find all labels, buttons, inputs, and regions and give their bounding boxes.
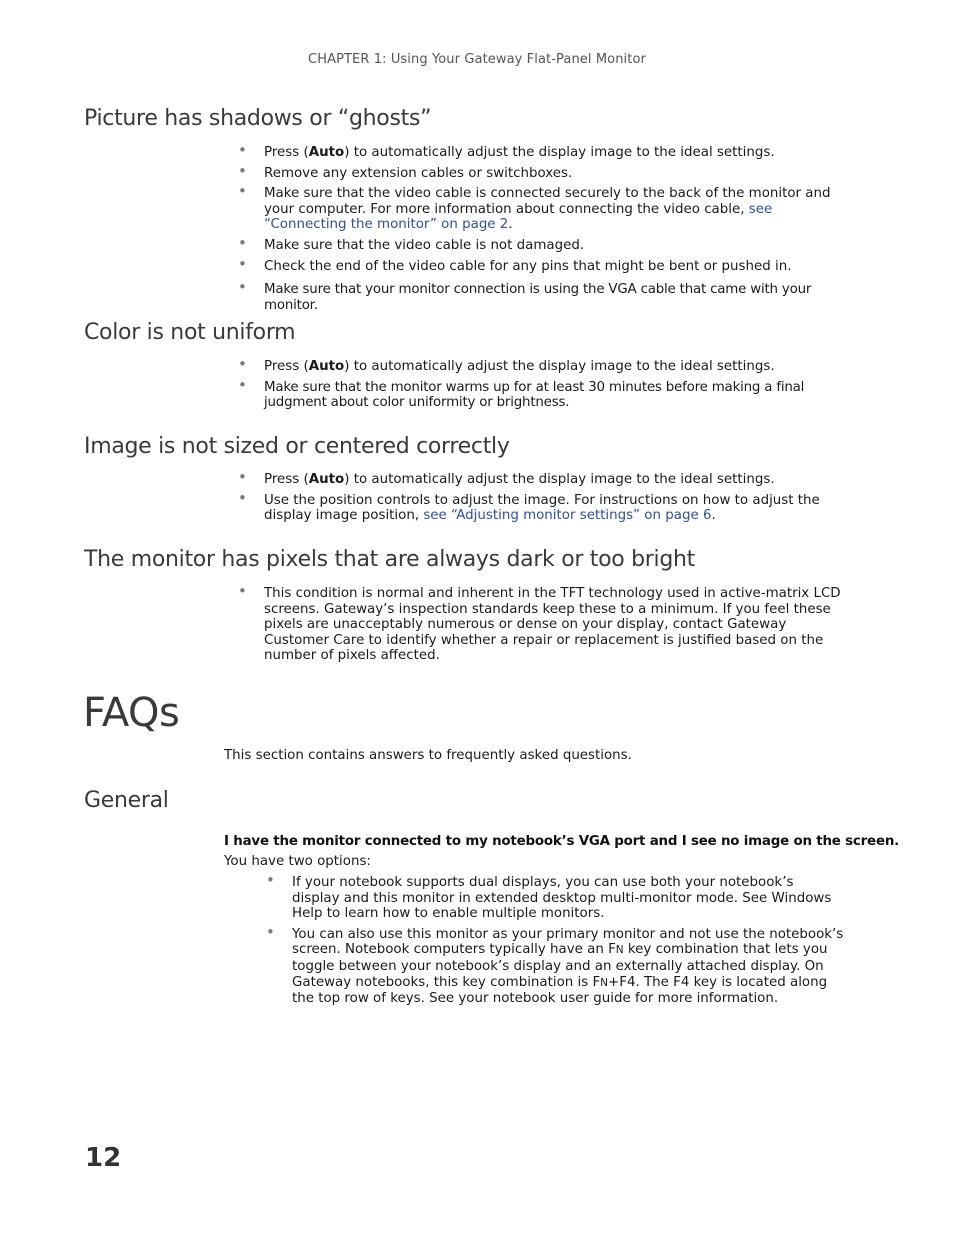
faq-answer-intro: You have two options: [224, 854, 371, 869]
bullet-list-options [266, 871, 844, 1012]
auto-key: Auto [308, 145, 345, 160]
list-item: • Use the position controls to adjust the image. For instructions on how to adjust the display image position, see “Adjusting monitor settings” on page 6. [238, 488, 820, 524]
list-item: • Press (Auto) to automatically adjust the display image to the ideal settings. [238, 468, 775, 487]
bullet-list-color [238, 355, 844, 416]
auto-key: Auto [308, 359, 345, 374]
bullet-icon: • [238, 375, 247, 394]
list-item: • You can also use this monitor as your primary monitor and not use the notebook’s screen. Notebook computers typically have an FN key combination that lets you toggle between your notebook’s display and an externally attached display. On Gateway notebooks, this key combination is FN+F4. The F4 key is located along the top row of keys. See your notebook user guide for more information. [266, 922, 844, 1007]
auto-key: Auto [308, 472, 345, 487]
bullet-icon: • [238, 141, 247, 159]
bullet-icon: • [238, 582, 247, 600]
section-title-sized: Image is not sized or centered correctly [84, 434, 510, 459]
bullet-icon: • [238, 355, 247, 373]
list-item: • Make sure that your monitor connection is using the VGA cable that came with your monitor. [238, 278, 812, 313]
list-item: • Press (Auto) to automatically adjust the display image to the ideal settings. [238, 141, 775, 160]
bullet-list-sized [238, 468, 844, 529]
list-item: • Press (Auto) to automatically adjust the display image to the ideal settings. [238, 355, 775, 374]
bullet-list-pixels [238, 582, 844, 669]
section-title-general: General [84, 788, 169, 813]
bullet-icon: • [238, 182, 247, 201]
faq-question: I have the monitor connected to my notebook’s VGA port and I see no image on the screen. [224, 834, 900, 849]
list-item: • Make sure that the video cable is not damaged. [238, 233, 585, 253]
bullet-icon: • [238, 468, 247, 486]
page-number: 12 [85, 1143, 122, 1173]
list-item: • This condition is normal and inherent in the TFT technology used in active-matrix LCD screens. Gateway’s inspection standards keep these to a minimum. If you feel these pixels are unacceptably numerous or dense on your display, contact Gateway Customer Care to identify whether a repair or replacement is justified based on the number of pixels affected. [238, 582, 841, 664]
faqs-title: FAQs [83, 690, 180, 736]
list-item: • Check the end of the video cable for any pins that might be bent or pushed in. [238, 254, 792, 274]
bullet-icon: • [238, 254, 247, 273]
list-item: • Remove any extension cables or switchboxes. [238, 161, 573, 181]
list-item: • If your notebook supports dual displays, you can use both your notebook’s display and this monitor in extended desktop multi-monitor mode. See Windows Help to learn how to enable multiple monitors. [266, 871, 832, 922]
link-adjusting-settings[interactable]: see “Adjusting monitor settings” on page 6 [423, 508, 712, 524]
bullet-icon: • [238, 488, 247, 507]
bullet-icon: • [266, 922, 275, 941]
section-title-ghosts: Picture has shadows or “ghosts” [84, 106, 432, 131]
section-title-pixels: The monitor has pixels that are always dark or too bright [84, 547, 695, 572]
list-item: • Make sure that the monitor warms up for at least 30 minutes before making a final judgment about color uniformity or brightness. [238, 375, 805, 411]
bullet-list-ghosts [238, 141, 844, 318]
bullet-icon: • [238, 233, 247, 252]
link-connecting-monitor[interactable]: see “Connecting the monitor” on page 2 [264, 201, 773, 233]
section-title-color: Color is not uniform [84, 320, 296, 345]
chapter-header: CHAPTER 1: Using Your Gateway Flat-Panel Monitor [308, 52, 646, 67]
bullet-icon: • [238, 161, 247, 180]
faqs-intro: This section contains answers to frequently asked questions. [224, 748, 632, 763]
list-item: • Make sure that the video cable is connected securely to the back of the monitor and your computer. For more information about connecting the video cable, see “Connecting the monitor” on page 2. [238, 182, 831, 233]
bullet-icon: • [238, 278, 247, 297]
bullet-icon: • [266, 871, 275, 889]
